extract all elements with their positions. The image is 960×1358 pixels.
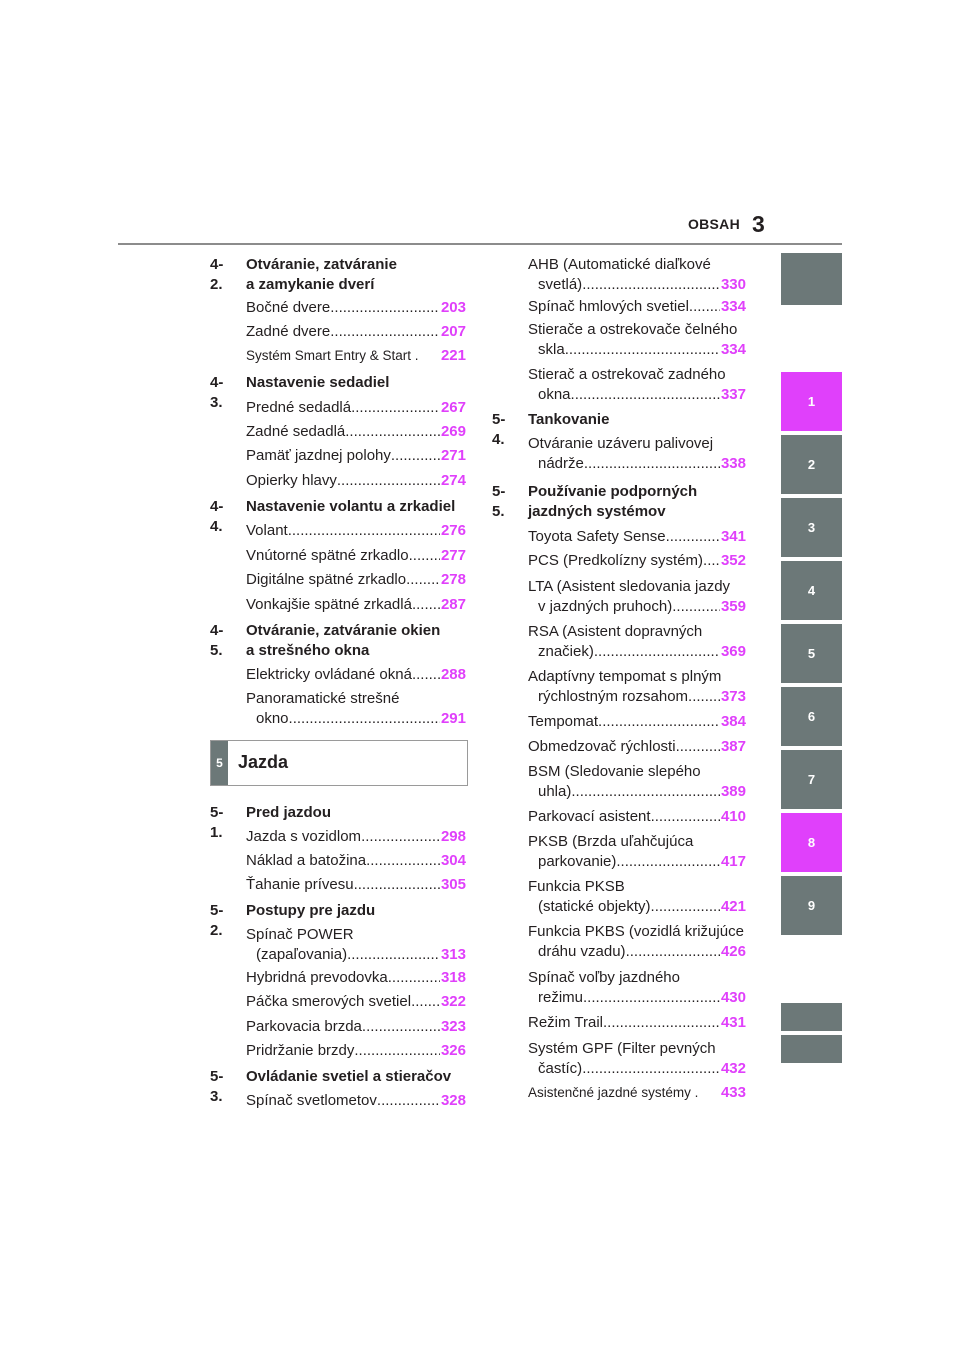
toc-entry[interactable]: Volant ..... 276 bbox=[246, 521, 466, 541]
toc-entry[interactable]: Hybridná prevodovka ..... 318 bbox=[246, 968, 466, 988]
chapter-number: 5 bbox=[211, 741, 228, 785]
chapter-tab-6[interactable]: 6 bbox=[781, 687, 842, 746]
chapter-tab-index[interactable] bbox=[781, 1003, 842, 1031]
toc-entry[interactable]: Vnútorné spätné zrkadlo ..... 277 bbox=[246, 546, 466, 566]
toc-entry[interactable]: Náklad a batožina ..... 304 bbox=[246, 851, 466, 871]
header-divider bbox=[118, 243, 842, 245]
toc-entry[interactable]: Páčka smerových svetiel ..... 322 bbox=[246, 992, 466, 1012]
chapter-tab-4[interactable]: 4 bbox=[781, 561, 842, 620]
toc-entry[interactable]: Spínač svetlometov ..... 328 bbox=[246, 1091, 466, 1111]
toc-entry[interactable]: PKSB (Brzda uľahčujúca parkovanie) ..... 417 bbox=[528, 832, 746, 872]
chapter-tab-5[interactable]: 5 bbox=[781, 624, 842, 683]
toc-entry[interactable]: Asistenčné jazdné systémy . 433 bbox=[528, 1084, 746, 1101]
toc-entry[interactable]: Zadné dvere ..... 207 bbox=[246, 322, 466, 342]
toc-entry[interactable]: Ťahanie prívesu ..... 305 bbox=[246, 875, 466, 895]
toc-entry[interactable]: Panoramatické strešné okno ..... 291 bbox=[246, 689, 466, 729]
chapter-heading bbox=[210, 740, 468, 786]
toc-entry[interactable]: Systém GPF (Filter pevných častíc) ..... 432 bbox=[528, 1039, 746, 1079]
toc-entry[interactable]: Obmedzovač rýchlosti ..... 387 bbox=[528, 737, 746, 757]
toc-entry[interactable]: Pamäť jazdnej polohy ..... 271 bbox=[246, 446, 466, 466]
toc-entry[interactable]: Parkovacia brzda ..... 323 bbox=[246, 1017, 466, 1037]
toc-entry[interactable]: Elektricky ovládané okná ..... 288 bbox=[246, 665, 466, 685]
toc-entry[interactable]: Spínač hmlových svetiel ..... 334 bbox=[528, 297, 746, 317]
toc-entry[interactable]: Tempomat ..... 384 bbox=[528, 712, 746, 732]
chapter-tabs bbox=[781, 0, 842, 1358]
toc-entry[interactable]: Spínač POWER (zapaľovania) ..... 313 bbox=[246, 925, 466, 965]
toc-entry[interactable]: PCS (Predkolízny systém) ..... 352 bbox=[528, 551, 746, 571]
toc-entry[interactable]: Systém Smart Entry & Start . 221 bbox=[246, 347, 466, 364]
toc-entry[interactable]: Zadné sedadlá ..... 269 bbox=[246, 422, 466, 442]
toc-entry[interactable]: Otváranie uzáveru palivovej nádrže ..... 338 bbox=[528, 434, 746, 474]
toc-entry[interactable]: Stierač a ostrekovač zadného okna ..... 337 bbox=[528, 365, 746, 405]
toc-entry[interactable]: Vonkajšie spätné zrkadlá ..... 287 bbox=[246, 595, 466, 615]
toc-entry[interactable]: Spínač voľby jazdného režimu ..... 430 bbox=[528, 968, 746, 1008]
toc-entry[interactable]: Bočné dvere ..... 203 bbox=[246, 298, 466, 318]
chapter-tab-3[interactable]: 3 bbox=[781, 498, 842, 557]
chapter-tab-2[interactable]: 2 bbox=[781, 435, 842, 494]
toc-entry[interactable]: Digitálne spätné zrkadlo ..... 278 bbox=[246, 570, 466, 590]
toc-entry[interactable]: Parkovací asistent ..... 410 bbox=[528, 807, 746, 827]
toc-entry[interactable]: RSA (Asistent dopravných značiek) ..... 369 bbox=[528, 622, 746, 662]
toc-entry[interactable]: BSM (Sledovanie slepého uhla) ..... 389 bbox=[528, 762, 746, 802]
chapter-title: Jazda bbox=[238, 752, 289, 772]
toc-entry[interactable]: Predné sedadlá ..... 267 bbox=[246, 398, 466, 418]
toc-entry[interactable]: Funkcia PKBS (vozidlá križujúce dráhu vzadu) ..... 426 bbox=[528, 922, 746, 962]
chapter-tab-alphabetical[interactable] bbox=[781, 1035, 842, 1063]
toc-entry[interactable]: Stierače a ostrekovače čelného skla ..... 334 bbox=[528, 320, 746, 360]
toc-entry[interactable]: LTA (Asistent sledovania jazdy v jazdných pruhoch) ..... 359 bbox=[528, 577, 746, 617]
chapter-tab-9[interactable]: 9 bbox=[781, 876, 842, 935]
toc-entry[interactable]: Toyota Safety Sense ..... 341 bbox=[528, 527, 746, 547]
toc-entry[interactable]: AHB (Automatické diaľkové svetlá) ..... 330 bbox=[528, 255, 746, 295]
chapter-tab-7[interactable]: 7 bbox=[781, 750, 842, 809]
toc-entry[interactable]: Funkcia PKSB (statické objekty) ..... 421 bbox=[528, 877, 746, 917]
chapter-tab-blank-top[interactable] bbox=[781, 253, 842, 305]
header-title: OBSAH bbox=[687, 216, 740, 232]
toc-entry[interactable]: Adaptívny tempomat s plným rýchlostným rozsahom ..... 373 bbox=[528, 667, 746, 707]
toc-entry[interactable]: Jazda s vozidlom ..... 298 bbox=[246, 827, 466, 847]
chapter-tab-1[interactable]: 1 bbox=[781, 372, 842, 431]
toc-entry[interactable]: Pridržanie brzdy ..... 326 bbox=[246, 1041, 466, 1061]
chapter-tab-8[interactable]: 8 bbox=[781, 813, 842, 872]
page-number: 3 bbox=[752, 211, 765, 237]
toc-entry[interactable]: Režim Trail ..... 431 bbox=[528, 1013, 746, 1033]
toc-entry[interactable]: Opierky hlavy ..... 274 bbox=[246, 471, 466, 491]
